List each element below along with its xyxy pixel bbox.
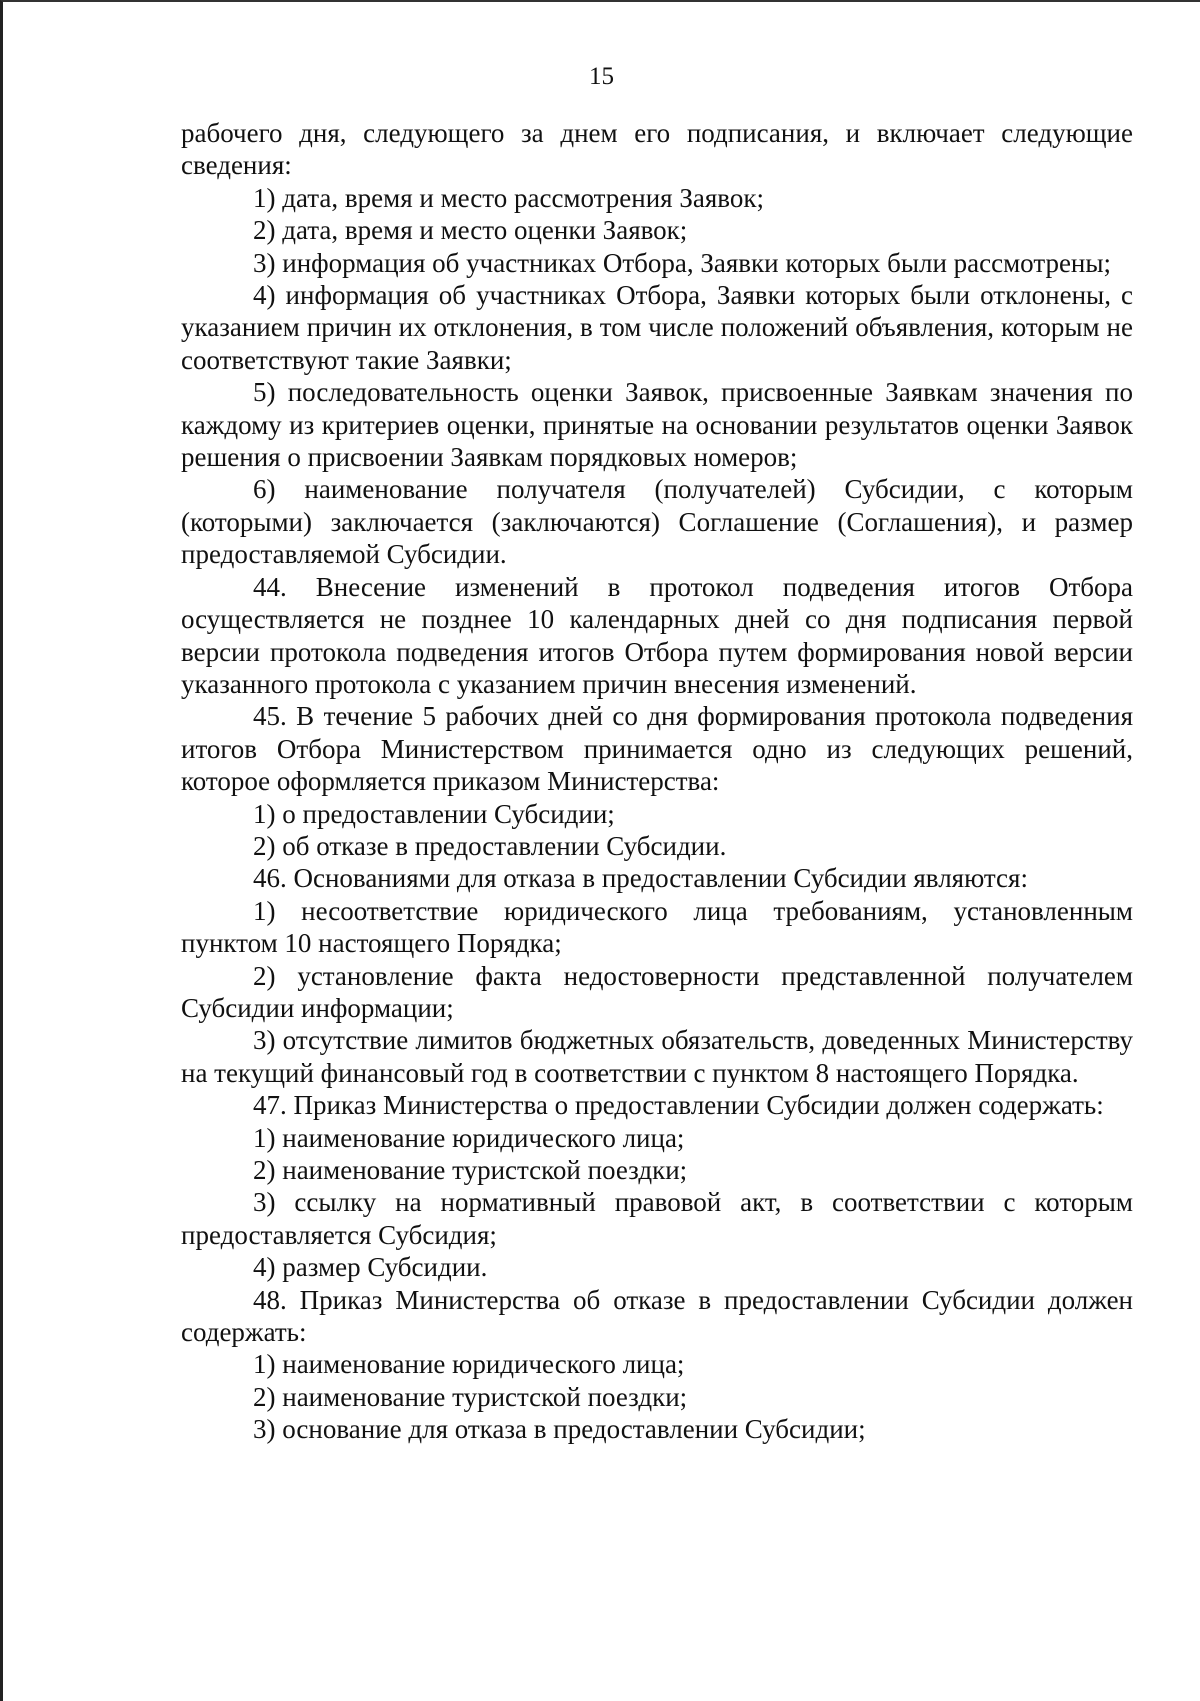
- list-item: 5) последовательность оценки Заявок, присвоенные Заявкам значения по каждому из критериев оценки, принятые на основании результатов оценки Заявок решения о присвоении Заявкам порядковых номеров;: [181, 377, 1133, 473]
- list-item: 6) наименование получателя (получателей) Субсидии, с которым (которыми) заключается (заключаются) Соглашение (Соглашения), и размер предоставляемой Субсидии.: [181, 474, 1133, 570]
- paragraph-clause-48: 48. Приказ Министерства об отказе в предоставлении Субсидии должен содержать:: [181, 1284, 1133, 1348]
- list-item: 2) наименование туристской поездки;: [253, 1381, 688, 1412]
- paragraph-continuation: рабочего дня, следующего за днем его подписания, и включает следующие сведения:: [181, 118, 1133, 181]
- list-item: 2) установление факта недостоверности представленной получателем Субсидии информации;: [181, 960, 1133, 1023]
- list-item: 3) основание для отказа в предоставлении Субсидии;: [253, 1414, 866, 1445]
- list-item: 2) наименование туристской поездки;: [253, 1155, 688, 1185]
- page-number: 15: [589, 63, 614, 90]
- list-item: 3) информация об участниках Отбора, Заявки которых были рассмотрены;: [253, 247, 1112, 278]
- list-item: 1) наименование юридического лица;: [253, 1122, 685, 1153]
- list-item: 3) отсутствие лимитов бюджетных обязательств, доведенных Министерству на текущий финансовый год в соответствии с пунктом 8 настоящего Порядка.: [181, 1025, 1133, 1088]
- paragraph-clause-46: 46. Основаниями для отказа в предоставлении Субсидии являются:: [253, 863, 1028, 894]
- list-item: 4) размер Субсидии.: [253, 1252, 488, 1283]
- paragraph-clause-47: 47. Приказ Министерства о предоставлении Субсидии должен содержать:: [253, 1090, 1104, 1121]
- paragraph-clause-44: 44. Внесение изменений в протокол подведения итогов Отбора осуществляется не позднее 10 календарных дней со дня подписания первой версии протокола подведения итогов Отбора путем формирования новой версии указанного протокола с указанием причин внесения изменений.: [181, 571, 1133, 699]
- list-item: 3) ссылку на нормативный правовой акт, в соответствии с которым предоставляется Субсидия;: [181, 1187, 1133, 1250]
- list-item: 1) несоответствие юридического лица требованиям, установленным пунктом 10 настоящего Порядка;: [181, 895, 1133, 959]
- list-item: 2) об отказе в предоставлении Субсидии.: [253, 830, 727, 861]
- list-item: 1) дата, время и место рассмотрения Заявок;: [253, 182, 764, 213]
- list-item: 1) о предоставлении Субсидии;: [253, 798, 615, 829]
- document-body: [181, 117, 1133, 1446]
- list-item: 2) дата, время и место оценки Заявок;: [253, 215, 688, 246]
- list-item: 1) наименование юридического лица;: [253, 1349, 685, 1380]
- paragraph-clause-45: 45. В течение 5 рабочих дней со дня формирования протокола подведения итогов Отбора Министерством принимается одно из следующих решений, которое оформляется приказом Министерства:: [181, 701, 1133, 797]
- list-item: 4) информация об участниках Отбора, Заявки которых были отклонены, с указанием причин их отклонения, в том числе положений объявления, которым не соответствуют такие Заявки;: [181, 280, 1133, 375]
